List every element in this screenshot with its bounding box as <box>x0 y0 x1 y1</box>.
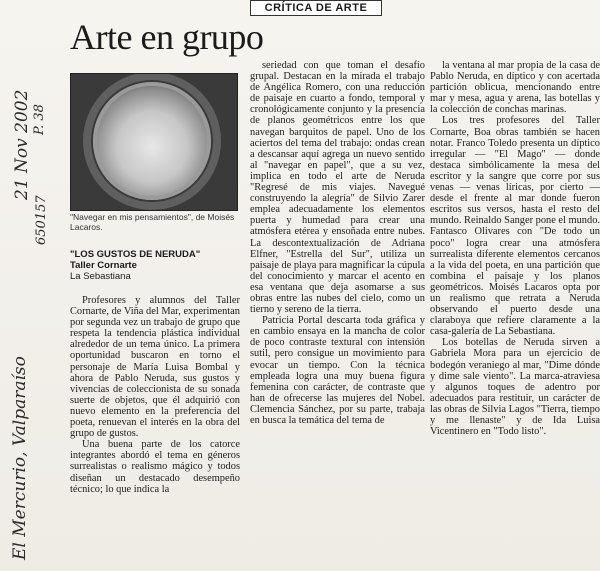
photo-caption: "Navegar en mis pensamientos", de Moisés Lacaros. <box>70 212 235 232</box>
headline: Arte en grupo <box>70 17 264 57</box>
artwork-photo <box>70 73 238 211</box>
paragraph: Una buena parte de los catorce integrantes abordó el tema en géneros surrealistas o realismo mágico y todos diseñan un destacado desempeño técnico; lo que indica la <box>70 439 240 495</box>
article-column-1 <box>70 295 240 495</box>
exhibition-title: "LOS GUSTOS DE NERUDA" <box>70 249 201 260</box>
handwritten-page: P. 38 <box>32 104 47 135</box>
handwritten-annotations <box>2 40 50 560</box>
handwritten-id: 650157 <box>34 195 49 245</box>
paragraph: la ventana al mar propia de la casa de Pablo Neruda, en díptico y con acertada partición oblicua, mencionando entre mar y mesa, agua y arena, las botellas y la colección de conchas marinas. <box>430 60 600 116</box>
porthole-glass <box>93 82 211 200</box>
article-column-2 <box>250 60 425 426</box>
paragraph: Patricia Portal descarta toda gráfica y en cambio ensaya en la mancha de color de poco contraste textural con intensión sutil, pero consigue un movimiento para evocar un tiempo. Con la técnica empleada logra una muy buena figura femenina con carácter, de contraste que han de ofrecerse las mujeres del Nobel. Clemencia Sánchez, por su parte, trabaja en busca la temática del tema de <box>250 315 425 426</box>
paragraph: Profesores y alumnos del Taller Cornarte, de Viña del Mar, experimentan por segunda vez un trabajo de grupo que respeta la tendencia plástica individual alrededor de un tema único. La primera oportunidad buscaron en torno el personaje de María Luisa Bombal y ahora de Pablo Neruda, sus gustos y vivencias de coleccionista de su sonada suerte de objetos, que él adquirió con nuevo elemento en la preferencia del poeta, renuevan el interés en la obra del grupo de gustos. <box>70 295 240 440</box>
section-label: CRÍTICA DE ARTE <box>250 0 382 16</box>
paragraph: Los botellas de Neruda sirven a Gabriela Mora para un ejercicio de bodegón veraniego al mar, "Dime dónde y dime sale viento". La marca-atraviesa y algunos toques de adentro por adecuados para restituir, un carácter de las obras de Silvia Lagos "Tierra, tiempo y me llenaste" y de Ida Luisa Vicentinero en "Todo listo". <box>430 337 600 438</box>
exhibition-info <box>70 249 240 282</box>
exhibition-venue: Taller Cornarte <box>70 260 137 271</box>
paragraph: Los tres profesores del Taller Cornarte, Boa obras también se hacen notar. Franco Toledo presenta un díptico irregular — "El Mago" — donde destaca simbólicamente la mesa del escritor y la sangre que corre por sus venas — venas líricas, por cierto — desde el frente al mar donde fueron escritos sus versos, hasta el resto del mundo. Reinaldo Sanger pone el mundo. Fantasco Olivares con "De todo un poco" logra crear una atmósfera surrealista diferente elementos cercanos a la vida del poeta, en una partición que combina el paisaje y los planos geométricos. Moisés Lacaros opta por un realismo que retrata a Neruda observando el puerto desde una claraboya que refiere claramente a la casa-galería de La Sebastiana. <box>430 115 600 338</box>
exhibition-place: La Sebastiana <box>70 271 131 282</box>
handwritten-date: 21 Nov 2002 <box>12 89 32 200</box>
article-column-3 <box>430 60 600 437</box>
paragraph: seriedad con que toman el desafío grupal. Destacan en la mirada el trabajo de Angélica Romero, con una reducción de paisaje en cuarto a fondo, temporal y cronológicamente conjunto y la presencia de planos geométricos entre los que navegan barquitos de papel. Uno de los aciertos del tema del trabajo: ondas crean a descansar aquí agrega un nuevo sentido al "navegar en papel", que a su vez, implica en todo el arte de Neruda "Regresé de mis viajes. Navegué construyendo la alegría" de Silvio Zarer emplea adecuadamente los elementos puerta y humedad para crear una atmósfera etérea y ensoñada entre nubes. La descontextualización de Adriana Elfner, "Estrella del Sur", utiliza un paisaje de playa para magnificar la cúpula del conocimiento y marcar el acento en esa ventana que deja asomarse a sus obras entre las nubes del cielo, como un tierno y sereno de la tierra. <box>250 60 425 316</box>
handwritten-source: El Mercurio, Valparaíso <box>10 356 30 560</box>
